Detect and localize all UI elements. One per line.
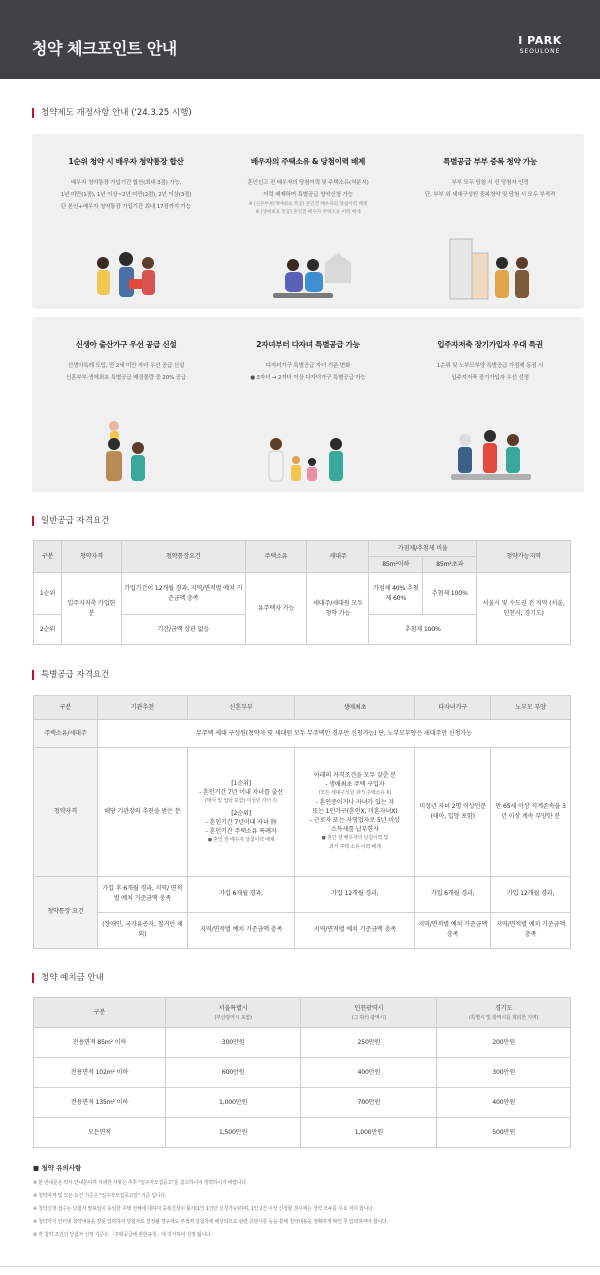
gyeonggi-cell: 300만원 xyxy=(437,1058,571,1088)
col-incheon xyxy=(301,998,437,1028)
card-note: ※ (생애최초 특공) 혼인전 배우자 주택소유 이력 배제 xyxy=(255,210,361,215)
bank-newlywed-top: 가입 6개월 경과, xyxy=(187,876,295,912)
bank-first-bottom: 지역/면적별 예치 기준금액 충족 xyxy=(295,912,415,948)
table-row xyxy=(34,876,571,912)
bank-newlywed-bottom: 지역/면적별 예치 기준금액 충족 xyxy=(187,912,295,948)
note-item: ※ 청약자가 인터넷 청약내용을 잘못 입력하여 당첨자로 결정될 경우에도 부적격 당첨자에 해당되므로 관련 증빙서류 등을 통해 청약내용을 정확하게 확인 후 입력하여야 합니다. xyxy=(33,1219,388,1225)
deposit-table xyxy=(33,997,571,1148)
reform-card-spouse-history xyxy=(214,134,402,309)
note-item: ※ 각 청약 조건의 당첨자 선정 기준은 「주택공급에 관한규칙」에 의거하여 선정 됩니다. xyxy=(33,1232,212,1238)
rank1-label: 1순위 xyxy=(34,573,62,615)
rank-label: [2순위] xyxy=(231,809,251,817)
house-text: 무주택 세대 구성원(청약자 및 세대원 모두 무주택인 경우만 신청가능) 단, 노부모부양은 세대주만 신청가능 xyxy=(97,720,570,748)
col-gubun: 구분 xyxy=(34,998,166,1028)
col-title: 경기도 xyxy=(494,1004,513,1012)
col-title: 인천광역시 xyxy=(354,1004,384,1012)
col-gyeonggi xyxy=(437,998,571,1028)
card-line: 다자녀가구 특별공급 자녀 기준 변화 xyxy=(265,363,351,369)
ratio2: 추첨제 100% xyxy=(369,615,477,645)
bank-parent-top: 가입 12개월 경과, xyxy=(491,876,571,912)
qual-line: - 생애최초 주택 구입자 xyxy=(325,781,385,789)
area-cell: 모든면적 xyxy=(34,1118,166,1148)
family-baby-illustration xyxy=(86,416,166,486)
card-line: 배우자 청약통장 가입기간 합산(최대 3점) 가능, xyxy=(70,180,182,186)
col-first-home: 생애최초 xyxy=(295,696,415,720)
qual-agency: 해당 기관장의 추천을 받은 분 xyxy=(97,748,187,877)
table-row xyxy=(34,573,571,615)
card-desc xyxy=(218,177,398,217)
card-desc xyxy=(400,177,580,201)
bank-label: 청약통장 요건 xyxy=(34,876,98,948)
area-cell: 전용면적 85m² 이하 xyxy=(34,1028,166,1058)
gyeonggi-cell: 500만원 xyxy=(437,1118,571,1148)
page-header xyxy=(0,0,600,79)
gyeonggi-cell: 400만원 xyxy=(437,1088,571,1118)
note-item: ※ 청약자격 및 모든 요건 기준은 "입주자모집공고일" 기준 입니다. xyxy=(33,1193,167,1199)
seoul-cell: 1,000만원 xyxy=(165,1088,301,1118)
account-rank2: 기간/금액 상관 없음 xyxy=(121,615,245,645)
col-seoul xyxy=(165,998,301,1028)
reform-section-title: 청약제도 개정사항 안내 ('24.3.25 시행) xyxy=(32,108,192,118)
house-cell: 유주택자 가능 xyxy=(245,573,307,645)
page-title: 청약 체크포인트 안내 xyxy=(32,39,177,58)
card-line: 단, 부부 외 세대구성원 중복청약 및 당첨 시 모두 부적격 xyxy=(424,192,556,198)
elderly-family-illustration xyxy=(445,416,535,486)
qual-label: 청약자격 xyxy=(34,748,98,877)
qual-parent: 만 65세 이상 직계존속을 3년 이상 계속 부양한 분 xyxy=(491,748,571,877)
col-85-under: 85m²이하 xyxy=(369,557,423,573)
reform-card-couple-duplicate xyxy=(396,134,584,309)
col-region: 청약가능지역 xyxy=(477,541,571,573)
qual-line: 아래의 자격조건을 모두 갖춘 분 xyxy=(313,772,396,780)
reform-card-multichild xyxy=(214,317,402,492)
card-line: 혼인신고 전 배우자의 당첨이력 및 주택소유(처분시) xyxy=(247,180,369,186)
card-title: 1순위 청약 시 배우자 청약통장 합산 xyxy=(68,157,184,166)
bank-multichild-top: 가입 6개월 경과, xyxy=(415,876,491,912)
qual-line: - 근로자 또는 자영업자로 5년 이상 xyxy=(310,817,400,825)
qual-multichild: 미성년 자녀 2명 이상인분 (태아, 입양 포함) xyxy=(415,748,491,877)
house-label: 주택소유/세대주 xyxy=(34,720,98,748)
card-desc xyxy=(36,177,216,213)
incheon-cell: 400만원 xyxy=(301,1058,437,1088)
qual-line: (모든 세대구성원 과거 주택소유 X) xyxy=(318,790,392,797)
special-requirements-table xyxy=(33,695,571,949)
card-desc xyxy=(36,360,216,384)
table-row xyxy=(34,1058,571,1088)
col-house: 주택소유 xyxy=(245,541,307,573)
card-note: ※ (신혼부부/생애최초 특공) 혼인전 배우자의 당첨이력 배제 xyxy=(248,202,368,207)
card-title: 신생아 출산가구 우선 공급 신설 xyxy=(75,340,177,349)
card-line: 입주자저축 장기가입자 우선 선정 xyxy=(451,375,529,381)
qual-first-home xyxy=(295,748,415,877)
area-cell: 전용면적 102m² 이하 xyxy=(34,1058,166,1088)
card-line: 1순위 및 노부모부양 특별공급 가점제 동점 시 xyxy=(436,363,544,369)
qual-line: (태아 및 입양 포함) 미성년 자녀 有 xyxy=(204,797,278,804)
card-line: ● 3자녀 → 2자녀 이상 다자녀가구 특별공급 가능 xyxy=(250,375,366,381)
table-row xyxy=(34,1088,571,1118)
seoul-cell: 600만원 xyxy=(165,1058,301,1088)
qual-note: ● 혼인 전 배우자 당첨이력 배제 xyxy=(207,836,275,843)
card-title: 특별공급 부부 중복 청약 가능 xyxy=(443,157,537,166)
reform-card-newborn xyxy=(32,317,220,492)
card-line: 신혼부부·생애최초 특별공급 배정물량 중 20% 공급 xyxy=(65,375,187,381)
logo-main: I PARK xyxy=(518,34,562,47)
gyeonggi-cell: 200만원 xyxy=(437,1028,571,1058)
card-line: 1년 미만(1점), 1년 이상~2년 미만(2점), 2년 이상(3점) xyxy=(60,192,192,198)
qual-line: - 혼인중이거나 자녀가 있는 자 xyxy=(315,799,395,807)
card-title: 입주자저축 장기가입자 우대 특권 xyxy=(437,340,543,349)
seoul-cell: 1,500만원 xyxy=(165,1118,301,1148)
reform-card-spouse-account xyxy=(32,134,220,309)
notes-title: ■ 청약 유의사항 xyxy=(33,1164,82,1172)
card-desc xyxy=(218,360,398,384)
special-section-title: 특별공급 자격요건 xyxy=(32,670,109,680)
multichild-family-illustration xyxy=(258,426,358,486)
col-85-over: 85m²초과 xyxy=(423,557,477,573)
qual-line: 소득세를 납부한자 xyxy=(330,826,379,834)
qual-line: - 혼인기간 7년이내 자녀 無 xyxy=(205,818,277,826)
card-title: 2자녀부터 다자녀 특별공급 가능 xyxy=(256,340,360,349)
col-subtitle: (부산광역시 포함) xyxy=(214,1014,252,1021)
note-item: ※ 본 안내문은 약식 안내문이며 자세한 사항은 추후 "입주자모집공고"를 참고하시어 청약하시기 바랍니다. xyxy=(33,1180,248,1186)
col-newlywed: 신혼부부 xyxy=(187,696,295,720)
col-qualification: 청약자격 xyxy=(61,541,121,573)
col-subtitle: (그 밖의 광역시) xyxy=(351,1014,386,1021)
building-couple-illustration xyxy=(440,233,540,303)
col-subtitle: (특별시 및 광역시를 제외한 지역) xyxy=(468,1014,539,1021)
general-requirements-table xyxy=(33,540,571,645)
reform-card-longterm-saver xyxy=(396,317,584,492)
bottom-divider xyxy=(0,1266,600,1267)
col-gubun: 구분 xyxy=(34,696,98,720)
notes-section xyxy=(33,1163,573,1242)
bank-first-top: 가입 12개월 경과, xyxy=(295,876,415,912)
rank2-label: 2순위 xyxy=(34,615,62,645)
qual-note: 과거 주택 소유 이력 배제 xyxy=(328,844,381,851)
couple-illustration xyxy=(263,243,353,303)
col-gubun: 구분 xyxy=(34,541,62,573)
table-row xyxy=(34,912,571,948)
bank-agency-bottom: (장애인, 국가유공자, 철거민 제외) xyxy=(97,912,187,948)
table-header-row xyxy=(34,541,571,557)
table-row xyxy=(34,1028,571,1058)
logo-sub: SEOULONE xyxy=(519,48,561,55)
region-cell: 서울시 및 수도권 전 지역 (서울, 인천시, 경기도) xyxy=(477,573,571,645)
ratio1-under: 가점제 40% 추첨제 60% xyxy=(369,573,423,615)
col-account: 청약통장요건 xyxy=(121,541,245,573)
card-line: 이력 배제하여 특별공급 청약신청 가능 xyxy=(263,192,353,198)
bank-multichild-bottom: 지역/면적별 예치 기준금액 충족 xyxy=(415,912,491,948)
qual-line: - 혼인기간 7년 이내 자녀를 출산 xyxy=(199,788,284,796)
seoul-cell: 300만원 xyxy=(165,1028,301,1058)
qual-note: ● 혼인 전 배우자의 당첨이력 및 xyxy=(321,835,389,842)
card-line: 단 본인+배우자 청약통장 가입기간 최대 17점까지 가능 xyxy=(61,204,191,210)
table-header-row xyxy=(34,998,571,1028)
col-ratio: 가점제/추첨제 비율 xyxy=(369,541,477,557)
bank-parent-bottom: 지역/면적별 예치 기준금액 충족 xyxy=(491,912,571,948)
bank-agency-top: 가입 후 6개월 경과, 지역/ 면적별 예치 기준금액 충족 xyxy=(97,876,187,912)
table-row xyxy=(34,1118,571,1148)
incheon-cell: 1,000만원 xyxy=(301,1118,437,1148)
table-row xyxy=(34,748,571,877)
card-line: 신생아특례 도입, 만 2세 미만 자녀 우선 공급 신설 xyxy=(67,363,185,369)
area-cell: 전용면적 135m² 이하 xyxy=(34,1088,166,1118)
col-multichild: 다자녀가구 xyxy=(415,696,491,720)
card-line: 부부 모두 당첨 시 선 당첨자 인정 xyxy=(451,180,529,186)
ratio1-over: 추첨제 100% xyxy=(423,573,477,615)
incheon-cell: 700만원 xyxy=(301,1088,437,1118)
head-cell: 세대주/세대원 모두 청약 가능 xyxy=(307,573,369,645)
note-item: ※ 청약신청 접수는 당첨자 발표일이 동일한 주택 전체에 대하여 중복신청이 불가(1인 1건만 신청가능)하며, 1인 2건 이상 신청할 경우에는 청약 모두를 무효 처리 합니다. xyxy=(33,1206,375,1212)
qual-line: - 혼인기간 주택소유 특례자 xyxy=(205,827,277,835)
deposit-section-title: 청약 예치금 안내 xyxy=(32,973,104,983)
incheon-cell: 250만원 xyxy=(301,1028,437,1058)
account-rank1: 가입기간이 12개월 경과, 지역/면적별 예치 기준금액 충족 xyxy=(121,573,245,615)
rank-label: [1순위] xyxy=(231,779,251,787)
card-desc xyxy=(400,360,580,384)
col-head: 세대주 xyxy=(307,541,369,573)
card-title: 배우자의 주택소유 & 당첨이력 배제 xyxy=(250,157,366,166)
table-row xyxy=(34,720,571,748)
family-illustration xyxy=(81,243,171,303)
ipark-logo xyxy=(510,34,570,55)
qual-line: 또는 1인가구(혼인X, 미혼자녀X) xyxy=(312,808,398,816)
general-section-title: 일반공급 자격요건 xyxy=(32,516,109,526)
table-header-row xyxy=(34,696,571,720)
col-parent: 노부모 부양 xyxy=(491,696,571,720)
col-agency: 기관추천 xyxy=(97,696,187,720)
qualification-cell: 입주자저축 가입한 분 xyxy=(61,573,121,645)
col-title: 서울특별시 xyxy=(218,1004,248,1012)
qual-newlywed xyxy=(187,748,295,877)
